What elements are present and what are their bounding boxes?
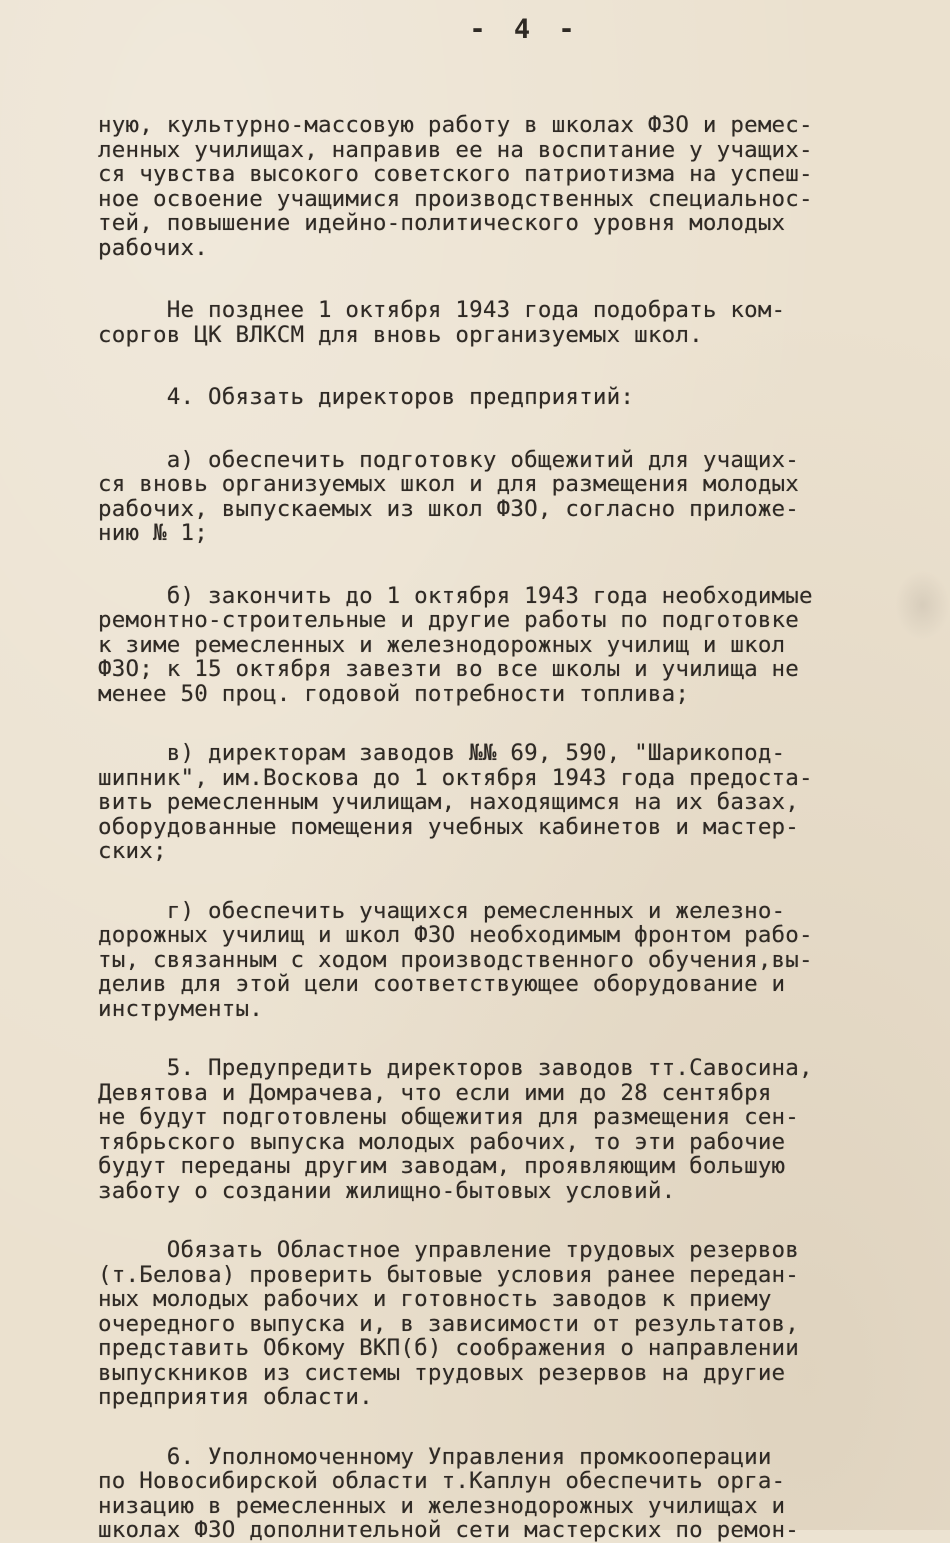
paragraph-item-4 — [98, 385, 920, 410]
text-line: выпускников из системы трудовых резервов на другие — [98, 1359, 786, 1386]
text-line: 4. Обязать директоров предприятий: — [98, 384, 635, 410]
text-line: (т.Белова) проверить бытовые условия ранее передан- — [98, 1261, 800, 1288]
text-line: ную, культурно-массовую работу в школах ФЗО и ремес- — [98, 112, 813, 138]
text-line: очередного выпуска и, в зависимости от результатов, — [98, 1310, 800, 1337]
text-line: Девятова и Домрачева, что если ими до 28 сентября — [98, 1079, 772, 1106]
text-line: тей, повышение идейно-политического уровня молодых — [98, 210, 786, 236]
text-line: ное освоение учащимися производственных специальнос- — [98, 185, 813, 212]
document-body — [98, 113, 920, 1543]
text-line: г) обеспечить учащихся ремесленных и железно- — [98, 897, 786, 924]
text-line: заботу о создании жилищно-бытовых условий. — [98, 1177, 676, 1204]
text-line: ных молодых рабочих и готовность заводов к приему — [98, 1286, 772, 1312]
text-line: ФЗО; к 15 октября завезти во все школы и училища не — [98, 656, 800, 682]
text-line: соргов ЦК ВЛКСМ для вновь организуемых школ. — [98, 321, 703, 348]
text-line: нию № 1; — [98, 520, 208, 546]
text-line: не будут подготовлены общежития для размещения сен- — [98, 1104, 800, 1130]
text-line: инструменты. — [98, 995, 263, 1022]
text-line: вить ремесленным училищам, находящимся на их базах, — [98, 789, 800, 815]
text-line: ленных училищах, направив ее на воспитание у учащих- — [98, 136, 813, 163]
page-number: - 4 - — [469, 14, 581, 45]
text-line: 5. Предупредить директоров заводов тт.Савосина, — [98, 1055, 813, 1081]
paragraph-item-5-oblast — [98, 1238, 920, 1410]
text-line: представить Обкому ВКП(б) соображения о направлении — [98, 1335, 800, 1361]
text-line: школах ФЗО дополнительной сети мастерских по ремон- — [98, 1517, 800, 1543]
text-line: низацию в ремесленных и железнодорожных училищах и — [98, 1492, 786, 1519]
text-line: рабочих, выпускаемых из школ ФЗО, согласно приложе- — [98, 495, 800, 522]
text-line: Обязать Областное управление трудовых резервов — [98, 1237, 800, 1263]
text-line: будут переданы другим заводам, проявляющим большую — [98, 1153, 786, 1179]
text-line: дорожных училищ и школ ФЗО необходимым фронтом рабо- — [98, 922, 813, 948]
paragraph-item-5 — [98, 1056, 920, 1203]
paragraph-item-4v — [98, 741, 920, 864]
text-line: ся вновь организуемых школ и для размещения молодых — [98, 471, 800, 497]
text-line: а) обеспечить подготовку общежитий для учащих- — [98, 446, 800, 473]
text-line: ремонтно-строительные и другие работы по подготовке — [98, 607, 800, 633]
text-line: ты, связанным с ходом производственного обучения,вы- — [98, 946, 813, 973]
text-line: ся чувства высокого советского патриотизма на успеш- — [98, 161, 813, 187]
paragraph-intro — [98, 113, 920, 260]
paragraph-item-4a — [98, 448, 920, 546]
text-line: б) закончить до 1 октября 1943 года необходимые — [98, 582, 813, 609]
paragraph-item-4g — [98, 899, 920, 1022]
text-line: оборудованные помещения учебных кабинетов и мастер- — [98, 813, 800, 840]
paragraph-item-6 — [98, 1445, 920, 1543]
text-line: в) директорам заводов №№ 69, 590, "Шарикопод- — [98, 740, 786, 766]
text-line: рабочих. — [98, 234, 208, 261]
text-line: делив для этой цели соответствующее оборудование и — [98, 971, 786, 997]
text-line: тябрьского выпуска молодых рабочих, то эти рабочие — [98, 1128, 786, 1155]
text-line: предприятия области. — [98, 1384, 373, 1410]
paragraph-komsorg — [98, 298, 920, 347]
text-line: ских; — [98, 838, 167, 864]
text-line: по Новосибирской области т.Каплун обеспечить орга- — [98, 1468, 786, 1494]
text-line: к зиме ремесленных и железнодорожных училищ и школ — [98, 631, 786, 658]
text-line: Не позднее 1 октября 1943 года подобрать ком- — [98, 297, 786, 323]
paragraph-item-4b — [98, 584, 920, 707]
text-line: 6. Уполномоченному Управления промкооперации — [98, 1443, 772, 1470]
text-line: шипник", им.Воскова до 1 октября 1943 года предоста- — [98, 764, 813, 791]
text-line: менее 50 проц. годовой потребности топлива; — [98, 680, 690, 707]
